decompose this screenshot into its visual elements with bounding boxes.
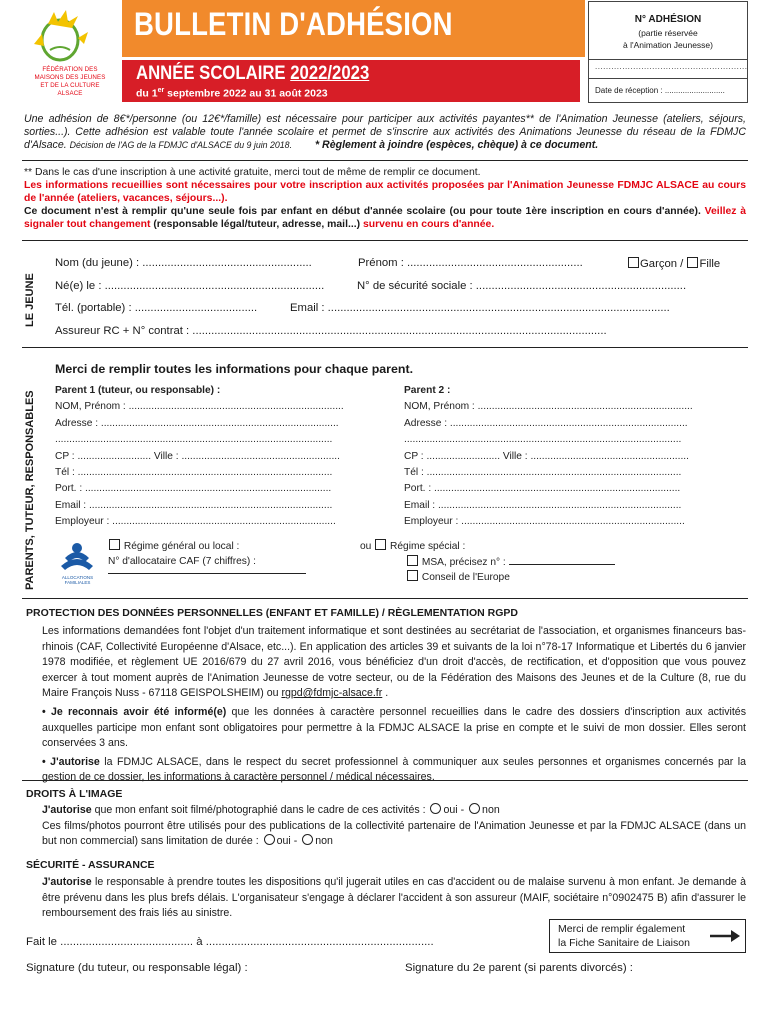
conseil-europe-checkbox[interactable] [407,570,418,581]
jeune-assureur-field[interactable]: Assureur RC + N° contrat : .................................................................................................................................... [55,325,607,337]
image-heading: DROITS À L'IMAGE [26,788,123,800]
parent1-adresse-field[interactable]: Adresse : .................................................................................... [55,417,339,429]
divider [22,240,748,241]
jeune-email-field[interactable]: Email : ............................................................................................................. [290,302,670,314]
parent2-adresse-field[interactable]: Adresse : .................................................................................... [404,417,688,429]
image-non-radio[interactable] [469,803,480,814]
reception-date-field[interactable]: Date de réception : ........................... [595,86,725,95]
divider [22,347,748,348]
parent2-nom-field[interactable]: NOM, Prénom : ............................................................................ [404,401,693,413]
parent2-employeur-field[interactable]: Employeur : ............................................................................... [404,516,685,528]
section-label-jeune: LE JEUNE [24,273,36,327]
gender-choice: Garçon / Fille [627,257,720,270]
parent2-cp-ville-field[interactable]: CP : .......................... Ville : ........................................................ [404,450,689,462]
rgpd-text: Les informations demandées font l'objet d'un traitement informatique et sont destinées au secrétariat de l'association, et organismes financeurs bas-rhinois (CAF, Collectivité Européenne d'Alsace, etc...). En application des articles 39 et suivants de la loi n°78-17 Informatique et Libertés du 6 janvier 1978 modifiée, et règlement UE 2016/679 du 27 avril 2016, vous bénéficiez d'un droit d'accès, de rectification, et d'opposition que vous pouvez exercer à tout moment auprès de l'Animation Jeunesse de votre secteur, ou de la Fédération des Maisons des Jeunes et de la Culture (8, rue du Maire François Nuss - 67118 GEISPOLSHEIM) ou rgpd@fdmjc-alsace.fr . • Je reconnais avoir été informé(e) que les données à caractère personnel recueillies dans le cadre des dossiers d'inscription aux activités auxquelles participe mon enfant sont obligatoires pour permettre à la FDMJC ALSACE la prise en compte et le suivi de mon dossier. Elles seront conservées 3 ans. • J'autorise la FDMJC ALSACE, dans le respect du secret professionnel à communiquer aux seules personnes et organismes concernés par la gestion de ce dossier, les informations à caractère personnel / médical nécessaires. [42,625,746,784]
msa-checkbox[interactable] [407,555,418,566]
rgpd-heading: PROTECTION DES DONNÉES PERSONNELLES (ENFANT ET FAMILLE) / RÈGLEMENTATION RGPD [26,607,518,619]
garcon-checkbox[interactable] [628,257,639,268]
notes: ** Dans le cas d'une inscription à une activité gratuite, merci tout de même de remplir ce document. Les informations recueillies sont nécessaires pour votre inscription aux activités proposées par l'Animation Jeunesse FDMJC ALSACE au cours de l'année (ateliers, vacances, séjours...). Ce document n'est à remplir qu'une seule fois par enfant en début d'année scolaire (ou pour toute 1ère inscription en cours d'année). Veillez à signaler tout changement (responsable légal/tuteur, adresse, mail...) survenu en cours d'année. [24,167,747,230]
regime-special-block: ou Régime spécial : [360,541,466,552]
jeune-secu-field[interactable]: N° de sécurité sociale : ................................................................... [357,280,687,292]
school-year: ANNÉE SCOLAIRE 2022/2023 [136,63,370,84]
image-text: J'autorise que mon enfant soit filmé/photographié dans le cadre de ces activités : oui - non Ces films/photos pourront être utilisés pour des publications de la collectivité partenaire de l'Animation Jeunesse et par la FDMJC ALSACE (dans un but non commercial) sans limitation de durée : oui - non [42,804,746,848]
jeune-prenom-field[interactable]: Prénom : ........................................................ [358,257,583,269]
jeune-tel-field[interactable]: Tél. (portable) : ....................................... [55,302,258,314]
publication-oui-radio[interactable] [264,834,275,845]
msa-number-field[interactable] [509,555,615,565]
fille-checkbox[interactable] [687,257,698,268]
page-title: BULLETIN D'ADHÉSION [134,6,453,42]
image-oui-radio[interactable] [430,803,441,814]
parent2-email-field[interactable]: Email : ...................................................................................... [404,499,682,511]
adhesion-number-field[interactable]: ........................................................ [595,62,748,71]
parent1-port-field[interactable]: Port. : ....................................................................................... [55,483,332,495]
securite-heading: SÉCURITÉ - ASSURANCE [26,859,155,871]
parent2-block: Parent 2 : NOM, Prénom : ............................................................................ Adresse : .................................................................................... .................................................................................................. CP : .......................... Ville : ........................................................ Tél : .......................................................................................... Port. : ....................................................................................... Email : ...................................................................................... Employeur : ............................................................................... [404,383,693,531]
regime-general-checkbox[interactable] [109,539,120,550]
securite-text: J'autorise le responsable à prendre toutes les dispositions qu'il jugerait utiles en cas d'accident ou de malaise survenu à mon enfant. Je demande à être prévenu dans les plus brefs délais. L'organisateur s'engage à déclarer l'accident à son assureur (MAIF, sociétaire n°0902475 B) afin d'assurer le remboursement des frais liés au sinistre. [42,876,746,920]
fiche-sanitaire-reminder: Merci de remplir également la Fiche Sanitaire de Liaison [549,919,746,953]
regime-general-block: Régime général ou local : N° d'allocataire CAF (7 chiffres) : [108,539,306,574]
parent1-employeur-field[interactable]: Employeur : ............................................................................... [55,516,336,528]
regime-special-options: MSA, précisez n° : Conseil de l'Europe [406,555,615,585]
parent2-adresse2-field[interactable]: .................................................................................................. [404,434,682,446]
title-banner [122,0,585,57]
parent1-block: Parent 1 (tuteur, ou responsable) : NOM, Prénom : ............................................................................ Adresse : .................................................................................... .................................................................................................. CP : .......................... Ville : ........................................................ Tél : .......................................................................................... Port. : ....................................................................................... Email : ...................................................................................... Employeur : ............................................................................... [55,383,344,531]
adhesion-number-box: N° ADHÉSION (partie réservée à l'Animation Jeunesse) ........................................................ Date de réception : ........................... [588,1,748,103]
parent1-email-field[interactable]: Email : ...................................................................................... [55,499,333,511]
section-label-parents: PARENTS, TUTEUR, RESPONSABLES [24,390,36,590]
parent1-nom-field[interactable]: NOM, Prénom : ............................................................................ [55,401,344,413]
jeune-nom-field[interactable]: Nom (du jeune) : ...................................................... [55,257,312,269]
signature-parent2: Signature du 2e parent (si parents divorcés) : [405,962,633,974]
divider [22,780,748,781]
parent1-tel-field[interactable]: Tél : .......................................................................................... [55,467,333,479]
divider [22,598,748,599]
caf-logo: ALLOCATIONS FAMILIALES [55,538,100,586]
rgpd-email-link[interactable]: rgpd@fdmjc-alsace.fr [281,687,383,700]
year-dates: du 1er septembre 2022 au 31 août 2023 [136,87,328,100]
allocataire-field[interactable] [108,573,306,574]
year-banner [122,60,580,102]
jeune-birthdate-field[interactable]: Né(e) le : ...................................................................... [55,280,325,292]
parent1-adresse2-field[interactable]: .................................................................................................. [55,434,333,446]
fait-le-field[interactable]: Fait le .......................................... à ........................................................................ [26,936,434,948]
parents-title: Merci de remplir toutes les informations pour chaque parent. [55,362,414,376]
parent2-tel-field[interactable]: Tél : .......................................................................................... [404,467,682,479]
publication-non-radio[interactable] [302,834,313,845]
logo-text: FÉDÉRATION DES MAISONS DES JEUNES ET DE LA CULTURE ALSACE [34,66,106,97]
intro-text: Une adhésion de 8€*/personne (ou 12€*/famille) est nécessaire pour participer aux activités payantes** de l'Animation Jeunesse (ateliers, séjours, sorties...). Cette adhésion est valable toute l'année scolaire et permet de s'inscrire aux activités des Animations Jeunesse du réseau de la FDMJC d'Alsace. Décision de l'AG de la FDMJC d'ALSACE du 9 juin 2018. * Règlement à joindre (espèces, chèque) à ce document. [24,113,746,151]
parent1-cp-ville-field[interactable]: CP : .......................... Ville : ........................................................ [55,450,340,462]
divider [22,160,748,161]
signature-tuteur: Signature (du tuteur, ou responsable légal) : [26,962,248,974]
parent2-port-field[interactable]: Port. : ....................................................................................... [404,483,681,495]
regime-special-checkbox[interactable] [375,539,386,550]
arrow-right-icon [709,929,741,943]
